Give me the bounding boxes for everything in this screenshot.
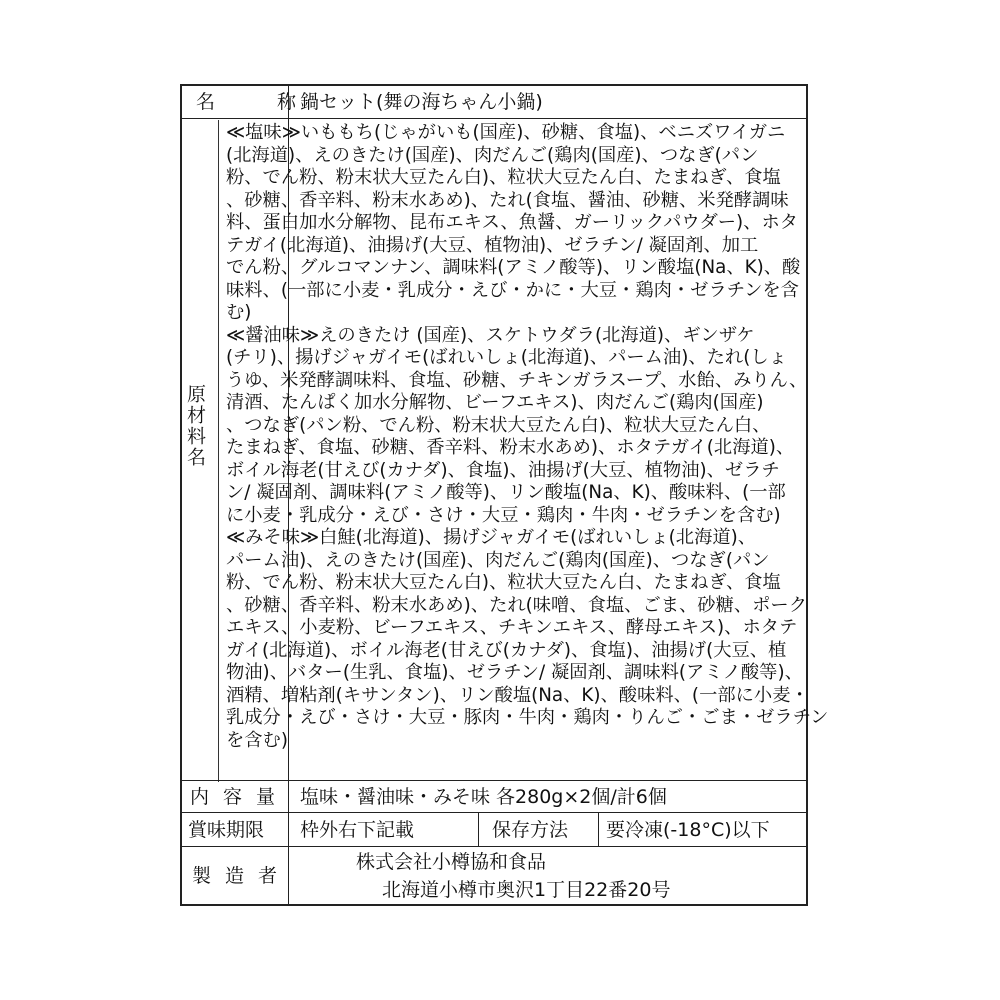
ingredient-line: ボイル海老(甘えび(カナダ)、食塩)、油揚げ(大豆、植物油)、ゼラチ: [226, 459, 780, 481]
ingredient-line: テガイ(北海道)、油揚げ(大豆、植物油)、ゼラチン/ 凝固剤、加工: [226, 234, 759, 256]
maker-address: 北海道小樽市奥沢1丁目22番20号: [382, 879, 671, 901]
ingredient-line: エキス、小麦粉、ビーフエキス、チキンエキス、酵母エキス)、ホタテ: [226, 617, 798, 638]
name-header: 名 称: [196, 91, 325, 113]
ingredient-line: を含む): [226, 729, 288, 751]
row-divider-content: [182, 812, 806, 813]
storage-header: 保存方法: [492, 819, 569, 841]
ingredient-line: うゆ、米発酵調味料、食塩、砂糖、チキンガラスープ、水飴、みりん、: [226, 369, 808, 391]
row-divider-ingredients: [182, 780, 806, 781]
ingredient-line: 、砂糖、香辛料、粉末水あめ)、たれ(味噌、食塩、ごま、砂糖、ポーク: [226, 594, 807, 616]
food-label-table: [180, 84, 829, 906]
ingredient-line: に小麦・乳成分・えび・さけ・大豆・鶏肉・牛肉・ゼラチンを含む): [226, 504, 781, 526]
ingredient-line: 味料、(一部に小麦・乳成分・えび・かに・大豆・鶏肉・ゼラチンを含: [226, 279, 799, 301]
ingredient-line: 清酒、たんぱく加水分解物、ビーフエキス)、肉だんご(鶏肉(国産): [226, 392, 764, 413]
ingredient-line: ガイ(北海道)、ボイル海老(甘えび(カナダ)、食塩)、油揚げ(大豆、植: [226, 639, 787, 661]
ingredient-line: ≪みそ味≫白鮭(北海道)、揚げジャガイモ(ばれいしょ(北海道)、: [226, 527, 757, 548]
content-header: 内容量: [190, 786, 290, 808]
expiry-divider-1: [478, 812, 479, 846]
ingredient-line: 、砂糖、香辛料、粉末水あめ)、たれ(食塩、醤油、砂糖、米発酵調味: [226, 189, 789, 211]
ingredient-line: 粉、でん粉、粉末状大豆たん白)、粒状大豆たん白、たまねぎ、食塩: [226, 572, 781, 593]
expiry-value: 枠外右下記載: [300, 819, 415, 841]
content-value: 塩味・醤油味・みそ味 各280g×2個/計6個: [300, 786, 667, 808]
ingredients-inner-rule: [218, 120, 219, 782]
maker-company: 株式会社小樽協和食品: [356, 851, 547, 873]
expiry-divider-2: [598, 812, 599, 846]
ingredient-line: 酒精、増粘剤(キサンタン)、リン酸塩(Na、K)、酸味料、(一部に小麦・: [226, 684, 809, 706]
expiry-header: 賞味期限: [188, 819, 265, 841]
ingredient-line: ≪醤油味≫えのきたけ (国産)、スケトウダラ(北海道)、ギンザケ: [226, 324, 755, 346]
ingredient-line: でん粉、グルコマンナン、調味料(アミノ酸等)、リン酸塩(Na、K)、酸: [226, 257, 801, 278]
ingredients-header: 原材料名: [184, 384, 206, 468]
ingredient-line: 料、蛋白加水分解物、昆布エキス、魚醤、ガーリックパウダー)、ホタ: [226, 212, 799, 233]
ingredient-line: パーム油)、えのきたけ(国産)、肉だんご(鶏肉(国産)、つなぎ(パン: [226, 549, 770, 571]
ingredient-line: (チリ)、揚げジャガイモ(ばれいしょ(北海道)、パーム油)、たれ(しょ: [226, 347, 787, 368]
ingredient-line: 、つなぎ(パン粉、でん粉、粉末状大豆たん白)、粒状大豆たん白、: [226, 414, 771, 436]
ingredient-line: 物油)、バター(生乳、食塩)、ゼラチン/ 凝固剤、調味料(アミノ酸等)、: [226, 662, 803, 683]
ingredient-line: 粉、でん粉、粉末状大豆たん白)、粒状大豆たん白、たまねぎ、食塩: [226, 167, 781, 188]
ingredient-line: ン/ 凝固剤、調味料(アミノ酸等)、リン酸塩(Na、K)、酸味料、(一部: [226, 482, 786, 503]
row-divider-name: [182, 118, 806, 119]
ingredient-line: む): [226, 302, 252, 323]
ingredient-line: 乳成分・えび・さけ・大豆・豚肉・牛肉・鶏肉・りんご・ごま・ゼラチン: [226, 707, 829, 728]
ingredient-line: たまねぎ、食塩、砂糖、香辛料、粉末水あめ)、ホタテガイ(北海道)、: [226, 437, 795, 458]
name-value: 鍋セット(舞の海ちゃん小鍋): [300, 91, 543, 113]
ingredient-line: ≪塩味≫いももち(じゃがいも(国産)、砂糖、食塩)、ベニズワイガニ: [226, 122, 786, 143]
ingredient-line: (北海道)、えのきたけ(国産)、肉だんご(鶏肉(国産)、つなぎ(パン: [226, 144, 759, 166]
row-divider-expiry: [182, 846, 806, 847]
storage-value: 要冷凍(-18°C)以下: [606, 819, 770, 841]
ingredients-text: [226, 122, 829, 752]
maker-header: 製造者: [192, 865, 292, 887]
